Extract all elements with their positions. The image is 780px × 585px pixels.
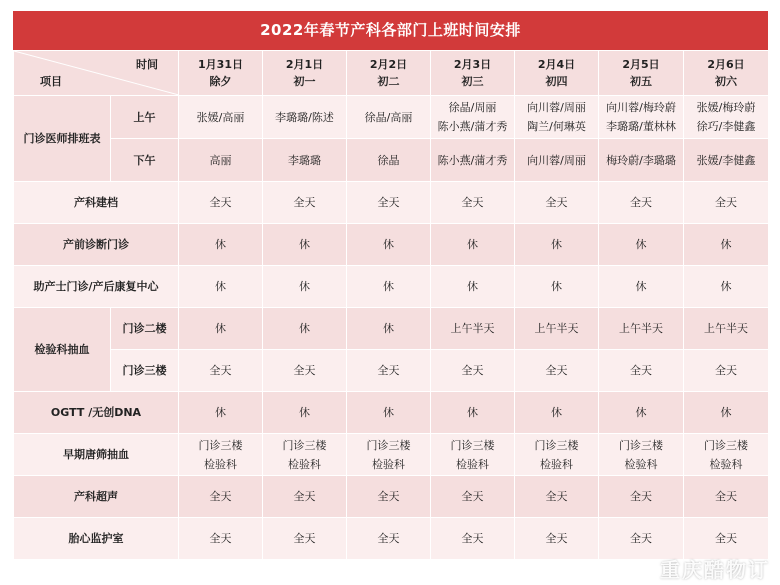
schedule-cell: [515, 96, 599, 139]
doctor-line: 向川蓉/周丽: [527, 101, 586, 114]
day-name: 初六: [715, 75, 737, 88]
day-date: 2月3日: [453, 58, 492, 71]
schedule-cell: 全天: [684, 350, 769, 392]
schedule-cell: 全天: [347, 476, 431, 518]
day-header: [347, 51, 431, 96]
schedule-cell: 全天: [431, 476, 515, 518]
schedule-cell: [684, 434, 769, 476]
schedule-cell: 休: [515, 224, 599, 266]
day-header: [684, 51, 769, 96]
location-line: 检验科: [288, 457, 321, 471]
ogtt-row: [14, 392, 769, 434]
day-date: 2月4日: [537, 58, 576, 71]
location-line: 检验科: [624, 457, 658, 471]
schedule-cell: 全天: [179, 182, 263, 224]
schedule-cell: 全天: [431, 350, 515, 392]
day-name: 初四: [545, 75, 568, 88]
day-name: 除夕: [209, 75, 232, 88]
schedule-cell: 休: [179, 392, 263, 434]
schedule-cell: 全天: [515, 518, 599, 560]
schedule-cell: 上午半天: [684, 308, 769, 350]
schedule-table: [13, 50, 769, 560]
schedule-cell: [684, 96, 769, 139]
schedule-cell: 休: [599, 266, 684, 308]
schedule-cell: 休: [684, 224, 769, 266]
schedule-cell: 全天: [684, 182, 769, 224]
schedule-title: 2022年春节产科各部门上班时间安排: [13, 11, 768, 50]
schedule-cell: 休: [431, 266, 515, 308]
location-line: 门诊三楼: [450, 438, 495, 452]
schedule-cell: [347, 434, 431, 476]
location-line: 门诊三楼: [619, 438, 663, 452]
day-name: 初三: [461, 75, 484, 88]
schedule-cell: 徐晶: [347, 139, 431, 182]
prenatal-row: [14, 224, 769, 266]
schedule-cell: [347, 96, 431, 139]
schedule-cell: [515, 434, 599, 476]
location-line: 检验科: [372, 457, 405, 471]
schedule-cell: 休: [263, 308, 347, 350]
schedule-cell: 休: [347, 224, 431, 266]
schedule-cell: [263, 96, 347, 139]
schedule-cell: 休: [263, 266, 347, 308]
sub-label: 门诊二楼: [111, 308, 179, 350]
day-header: [599, 51, 684, 96]
midwife-row: [14, 266, 769, 308]
schedule-cell: 休: [179, 266, 263, 308]
doctor-line: 张媛/梅玲蔚: [696, 101, 756, 114]
day-date: 2月5日: [622, 58, 660, 71]
schedule-cell: 休: [347, 266, 431, 308]
location-line: 检验科: [709, 457, 743, 471]
row-label: 胎心监护室: [14, 518, 179, 560]
row-label: 助产士门诊/产后康复中心: [14, 266, 179, 308]
filing-row: [14, 182, 769, 224]
day-date: 2月1日: [285, 58, 324, 71]
schedule-cell: [431, 434, 515, 476]
location-line: 门诊三楼: [704, 438, 748, 452]
day-header: [179, 51, 263, 96]
schedule-container: [13, 11, 768, 560]
schedule-cell: 休: [179, 308, 263, 350]
doctor-line: 徐晶/高丽: [364, 110, 413, 124]
schedule-cell: 向川蓉/周丽: [515, 139, 599, 182]
row-label: 检验科抽血: [14, 308, 111, 392]
row-label: 产前诊断门诊: [14, 224, 179, 266]
schedule-cell: 休: [515, 266, 599, 308]
schedule-cell: 休: [515, 392, 599, 434]
corner-label-time: 时间: [136, 58, 158, 71]
day-date: 2月6日: [707, 58, 745, 71]
schedule-cell: 全天: [263, 476, 347, 518]
schedule-cell: 全天: [347, 518, 431, 560]
clinic-label: 门诊医师排班表: [14, 96, 111, 182]
schedule-cell: 休: [263, 392, 347, 434]
schedule-cell: 休: [599, 224, 684, 266]
schedule-cell: 全天: [599, 350, 684, 392]
doctor-line: 张媛/高丽: [196, 110, 245, 124]
schedule-cell: 李璐璐: [263, 139, 347, 182]
day-name: 初一: [293, 75, 316, 88]
schedule-cell: [599, 434, 684, 476]
schedule-cell: 全天: [515, 476, 599, 518]
location-line: 门诊三楼: [366, 438, 411, 452]
schedule-cell: 全天: [599, 518, 684, 560]
lab-floor3-row: [14, 350, 769, 392]
lab-floor2-row: [14, 308, 769, 350]
watermark: 重庆酷物订: [660, 558, 770, 582]
schedule-cell: 休: [684, 266, 769, 308]
schedule-cell: 张媛/李健鑫: [684, 139, 769, 182]
row-label: 产科超声: [14, 476, 179, 518]
schedule-cell: 休: [684, 392, 769, 434]
header-row: [14, 51, 769, 96]
row-label: OGTT /无创DNA: [14, 392, 179, 434]
schedule-cell: 上午半天: [515, 308, 599, 350]
day-header: [515, 51, 599, 96]
schedule-cell: 休: [263, 224, 347, 266]
schedule-cell: 陈小燕/蒲才秀: [431, 139, 515, 182]
schedule-cell: [431, 96, 515, 139]
schedule-cell: 全天: [431, 182, 515, 224]
schedule-cell: 全天: [263, 182, 347, 224]
schedule-cell: 休: [431, 392, 515, 434]
schedule-cell: [599, 96, 684, 139]
row-label: 产科建档: [14, 182, 179, 224]
day-name: 初五: [630, 75, 652, 88]
day-name: 初二: [377, 75, 400, 88]
schedule-cell: 休: [347, 392, 431, 434]
schedule-cell: [179, 96, 263, 139]
schedule-cell: 全天: [684, 518, 769, 560]
schedule-cell: [263, 434, 347, 476]
row-label: 早期唐筛抽血: [14, 434, 179, 476]
location-line: 门诊三楼: [198, 438, 243, 452]
day-header: [263, 51, 347, 96]
schedule-cell: 全天: [347, 182, 431, 224]
doctor-line: 李璐璐/董林林: [606, 120, 676, 133]
schedule-cell: 休: [599, 392, 684, 434]
schedule-cell: 全天: [179, 518, 263, 560]
schedule-cell: 全天: [179, 350, 263, 392]
corner-label-item: 项目: [40, 75, 62, 88]
day-date: 2月2日: [369, 58, 408, 71]
schedule-cell: 全天: [515, 182, 599, 224]
screening-row: [14, 434, 769, 476]
day-header: [431, 51, 515, 96]
schedule-cell: [179, 434, 263, 476]
schedule-cell: 上午半天: [431, 308, 515, 350]
location-line: 检验科: [540, 457, 573, 471]
clinic-pm-row: [14, 139, 769, 182]
schedule-cell: 高丽: [179, 139, 263, 182]
fetal-monitor-row: [14, 518, 769, 560]
am-label: 上午: [111, 96, 179, 139]
schedule-cell: 休: [179, 224, 263, 266]
schedule-cell: 全天: [263, 518, 347, 560]
pm-label: 下午: [111, 139, 179, 182]
schedule-cell: 全天: [684, 476, 769, 518]
doctor-line: 徐晶/周丽: [448, 101, 497, 114]
schedule-cell: 梅玲蔚/李璐璐: [599, 139, 684, 182]
schedule-cell: 全天: [431, 518, 515, 560]
schedule-cell: 全天: [179, 476, 263, 518]
schedule-cell: 全天: [599, 182, 684, 224]
schedule-cell: 全天: [515, 350, 599, 392]
schedule-cell: 全天: [347, 350, 431, 392]
doctor-line: 陶兰/何琳英: [527, 120, 586, 133]
schedule-cell: 全天: [599, 476, 684, 518]
location-line: 门诊三楼: [282, 438, 327, 452]
location-line: 门诊三楼: [534, 438, 579, 452]
doctor-line: 陈小燕/蒲才秀: [437, 120, 508, 133]
location-line: 检验科: [204, 457, 237, 471]
corner-header-cell: [14, 51, 179, 96]
sub-label: 门诊三楼: [111, 350, 179, 392]
location-line: 检验科: [456, 457, 489, 471]
doctor-line: 李璐璐/陈述: [275, 110, 334, 124]
schedule-cell: 全天: [263, 350, 347, 392]
doctor-line: 徐巧/李健鑫: [696, 120, 756, 133]
schedule-cell: 休: [431, 224, 515, 266]
day-date: 1月31日: [198, 58, 243, 71]
doctor-line: 向川蓉/梅玲蔚: [606, 101, 676, 114]
schedule-cell: 上午半天: [599, 308, 684, 350]
clinic-am-row: [14, 96, 769, 139]
schedule-cell: 休: [347, 308, 431, 350]
ultrasound-row: [14, 476, 769, 518]
